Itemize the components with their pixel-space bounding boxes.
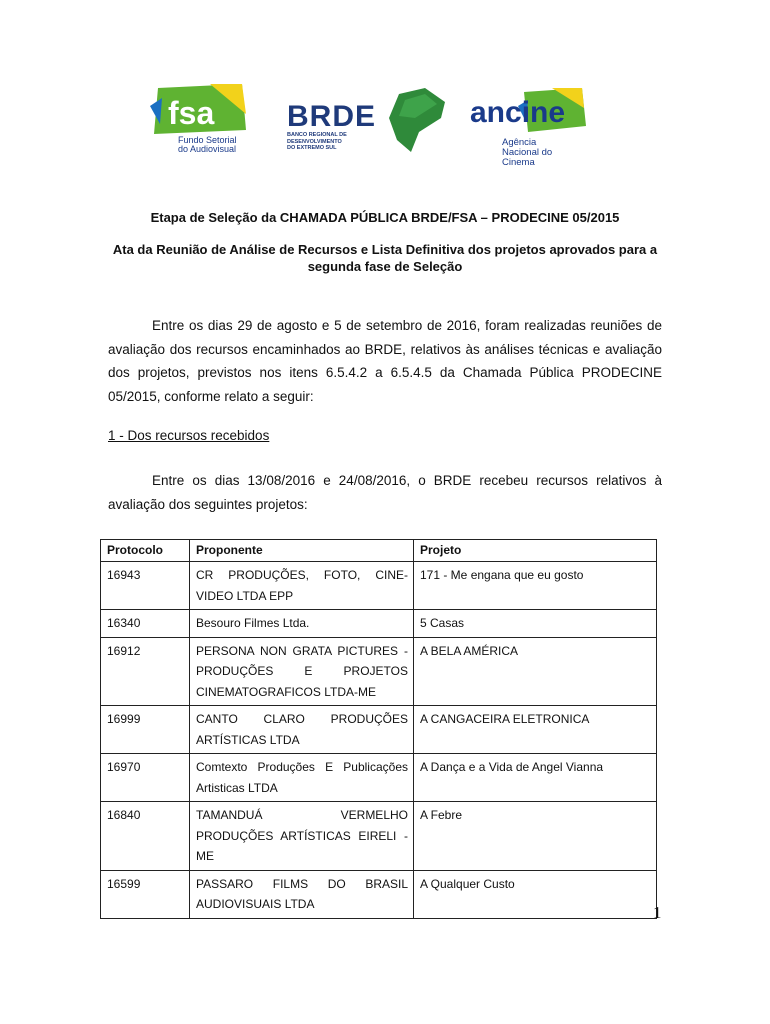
ancine-logo-text: ancine bbox=[470, 96, 566, 129]
cell-projeto: A Dança e a Vida de Angel Vianna bbox=[414, 754, 657, 802]
cell-protocolo: 16943 bbox=[101, 562, 190, 610]
fsa-logo-caption: Fundo Setorial do Audiovisual bbox=[178, 135, 237, 154]
cell-protocolo: 16840 bbox=[101, 802, 190, 871]
page-number: 1 bbox=[653, 903, 662, 922]
cell-proponente: PERSONA NON GRATA PICTURES - PRODUÇÕES E PROJETOS CINEMATOGRAFICOS LTDA-ME bbox=[190, 637, 414, 706]
table-row bbox=[101, 870, 657, 918]
header-projeto: Projeto bbox=[414, 540, 657, 562]
table-row bbox=[101, 754, 657, 802]
brde-logo bbox=[283, 88, 448, 156]
cell-proponente: Besouro Filmes Ltda. bbox=[190, 610, 414, 638]
intro-paragraph: Entre os dias 29 de agosto e 5 de setembro de 2016, foram realizadas reuniões de avaliação dos recursos encaminhados ao BRDE, relativos às análises técnicas e avaliação dos projetos, previstos nos itens 6.5.4.2 a 6.5.4.5 da Chamada Pública PRODECINE 05/2015, conforme relato a seguir: bbox=[108, 318, 662, 404]
recursos-table bbox=[100, 539, 657, 919]
section-heading: 1 - Dos recursos recebidos bbox=[108, 428, 270, 443]
document-title: Etapa de Seleção da CHAMADA PÚBLICA BRDE/FSA – PRODECINE 05/2015 bbox=[150, 210, 620, 225]
cell-protocolo: 16340 bbox=[101, 610, 190, 638]
document-subtitle: Ata da Reunião de Análise de Recursos e Lista Definitiva dos projetos aprovados para a segunda fase de Seleção bbox=[112, 242, 658, 274]
table-header-row bbox=[101, 540, 657, 562]
fsa-logo-mark bbox=[150, 84, 255, 134]
cell-proponente: CR PRODUÇÕES, FOTO, CINE-VIDEO LTDA EPP bbox=[190, 562, 414, 610]
cell-projeto: A CANGACEIRA ELETRONICA bbox=[414, 706, 657, 754]
table-row bbox=[101, 706, 657, 754]
section-paragraph: Entre os dias 13/08/2016 e 24/08/2016, o BRDE recebeu recursos relativos à avaliação dos seguintes projetos: bbox=[108, 473, 662, 512]
header-protocolo: Protocolo bbox=[101, 540, 190, 562]
cell-proponente: TAMANDUÁ VERMELHO PRODUÇÕES ARTÍSTICAS EIRELI - ME bbox=[190, 802, 414, 871]
brde-logo-caption: BANCO REGIONAL DE DESENVOLVIMENTO DO EXTREMO SUL bbox=[287, 132, 347, 151]
cell-projeto: 171 - Me engana que eu gosto bbox=[414, 562, 657, 610]
fsa-logo-text: fsa bbox=[168, 95, 215, 131]
brde-logo-text: BRDE bbox=[287, 100, 377, 133]
cell-protocolo: 16912 bbox=[101, 637, 190, 706]
cell-projeto: A BELA AMÉRICA bbox=[414, 637, 657, 706]
header-proponente: Proponente bbox=[190, 540, 414, 562]
ancine-logo-caption: Agência Nacional do Cinema bbox=[502, 137, 553, 168]
cell-projeto: A Qualquer Custo bbox=[414, 870, 657, 918]
cell-projeto: 5 Casas bbox=[414, 610, 657, 638]
table-row bbox=[101, 637, 657, 706]
cell-proponente: CANTO CLARO PRODUÇÕES ARTÍSTICAS LTDA bbox=[190, 706, 414, 754]
table-row bbox=[101, 610, 657, 638]
header-logos bbox=[150, 84, 590, 168]
cell-projeto: A Febre bbox=[414, 802, 657, 871]
fsa-logo bbox=[150, 84, 255, 160]
brde-map-icon bbox=[385, 88, 449, 154]
cell-proponente: PASSARO FILMS DO BRASIL AUDIOVISUAIS LTDA bbox=[190, 870, 414, 918]
table-row bbox=[101, 802, 657, 871]
ancine-logo bbox=[468, 86, 590, 166]
cell-protocolo: 16999 bbox=[101, 706, 190, 754]
cell-protocolo: 16970 bbox=[101, 754, 190, 802]
table-row bbox=[101, 562, 657, 610]
cell-proponente: Comtexto Produções E Publicações Artisticas LTDA bbox=[190, 754, 414, 802]
cell-protocolo: 16599 bbox=[101, 870, 190, 918]
